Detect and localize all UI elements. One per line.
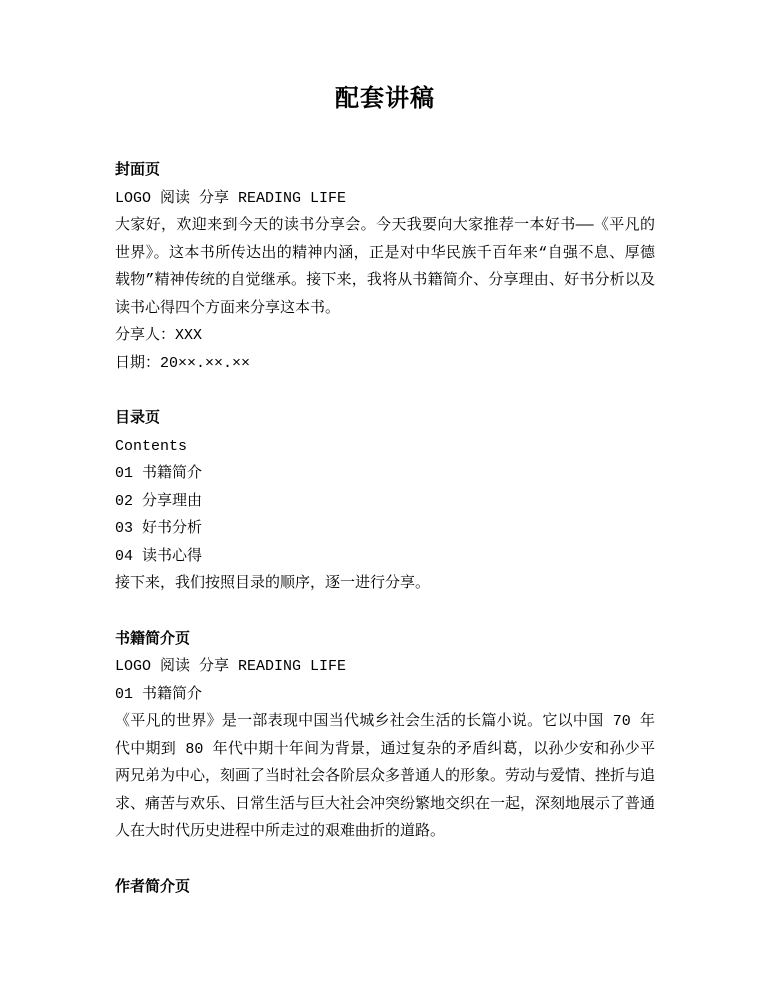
author-intro-section-heading: 作者简介页 xyxy=(115,878,191,896)
toc-item-1: 01 书籍简介 xyxy=(115,465,203,482)
toc-subtitle: Contents xyxy=(115,437,188,455)
book-intro-paragraph: 《平凡的世界》是一部表现中国当代城乡社会生活的长篇小说。它以中国 70 年代中期到 80 年代中期十年间为背景，通过复杂的矛盾纠葛，以孙少安和孙少平两兄弟为中心，刻画了当时社会各阶层众多普通人的形象。劳动与爱情、挫折与追求、痛苦与欢乐、日常生活与巨大社会冲突纷繁地交织在一起，深刻地展示了普通人在大时代历史进程中所走过的艰难曲折的道路。 xyxy=(115,713,656,840)
book-intro-section-heading: 书籍简介页 xyxy=(115,630,191,648)
date-line: 日期：20××.××.×× xyxy=(115,354,251,372)
cover-logo-line: LOGO 阅读 分享 READING LIFE xyxy=(115,189,347,207)
section-author-intro xyxy=(115,874,655,902)
section-toc xyxy=(115,405,655,598)
section-book-intro xyxy=(115,626,655,846)
page-title: 配套讲稿 xyxy=(335,87,435,114)
section-cover xyxy=(115,157,655,377)
toc-item-4: 04 读书心得 xyxy=(115,547,203,565)
presenter-line: 分享人：XXX xyxy=(115,327,203,344)
cover-section-heading: 封面页 xyxy=(115,162,161,179)
toc-item-2: 02 分享理由 xyxy=(115,492,203,510)
book-intro-section-label: 01 书籍简介 xyxy=(115,685,203,703)
book-intro-logo-line: LOGO 阅读 分享 READING LIFE xyxy=(115,658,347,675)
cover-intro-paragraph: 大家好，欢迎来到今天的读书分享会。今天我要向大家推荐一本好书——《平凡的世界》。这本书所传达出的精神内涵，正是对中华民族千百年来“自强不息、厚德载物”精神传统的自觉继承。接下来，我将从书籍简介、分享理由、好书分析以及读书心得四个方面来分享这本书。 xyxy=(115,217,655,317)
toc-item-3: 03 好书分析 xyxy=(115,520,203,537)
toc-section-heading: 目录页 xyxy=(115,410,161,427)
toc-closing-line: 接下来，我们按照目录的顺序，逐一进行分享。 xyxy=(115,575,431,592)
